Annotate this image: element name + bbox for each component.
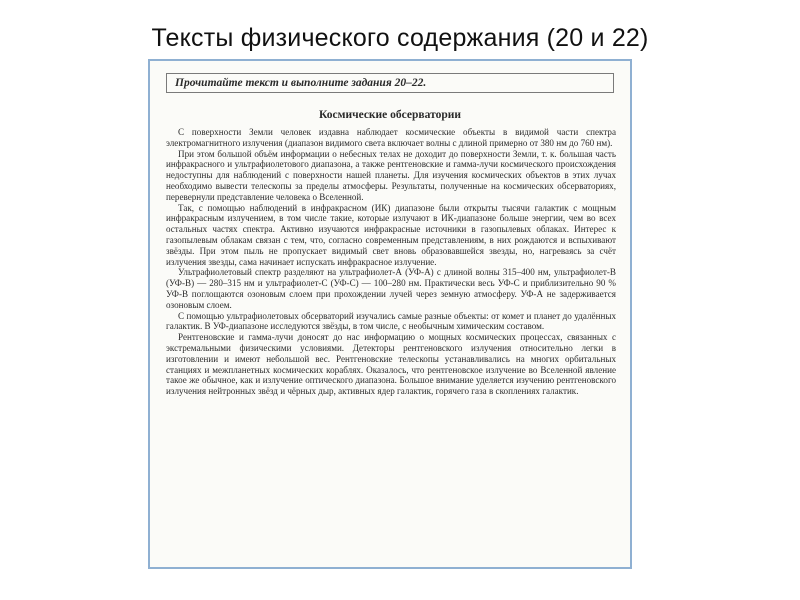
paragraph: Ультрафиолетовый спектр разделяют на ультрафиолет-А (УФ-А) с длиной волны 315–400 нм, ультрафиолет-В (УФ-В) — 280–315 нм и ультрафиолет-С (УФ-С) — 100–280 нм. Практически весь УФ-С и приблизительно 90 % УФ-В поглощаются озоновым слоем при прохождении лучей через земную атмосферу. УФ-А не задерживается озоновым слоем. (166, 267, 616, 310)
slide-title: Тексты физического содержания (20 и 22) (151, 24, 649, 52)
paragraph: С помощью ультрафиолетовых обсерваторий изучались самые разные объекты: от комет и планет до удалённых галактик. В УФ-диапазоне исследуются звёзды, в том числе, с необычным химическим составом. (166, 310, 616, 332)
paragraph: Рентгеновские и гамма-лучи доносят до нас информацию о мощных космических процессах, связанных с экстремальными физическими условиями. Детекторы рентгеновского излучения относительно легки в изготовлении и имеют небольшой вес. Рентгеновские телескопы устанавливались на многих орбитальных станциях и межпланетных космических кораблях. Оказалось, что рентгеновское излучение во Вселенной явление такое же обычное, как и излучение оптического диапазона. Большое внимание уделяется изучению рентгеновского излучения нейтронных звёзд и чёрных дыр, активных ядер галактик, горячего газа в скоплениях галактик. (166, 332, 616, 397)
paragraph: С поверхности Земли человек издавна наблюдает космические объекты в видимой части спектра электромагнитного излучения (диапазон видимого света включает волны с длиной примерно от 380 нм до 760 нм). (166, 127, 616, 148)
article-body (166, 127, 616, 397)
scanned-page (148, 59, 632, 569)
paragraph: При этом большой объём информации о небесных телах не доходит до поверхности Земли, т. к. большая часть инфракрасного и ультрафиолетового диапазона, а также рентгеновские и гамма-лучи космического происхождения недоступны для наблюдений с поверхности нашей планеты. Для изучения космических объектов в этих лучах необходимо вывести телескопы за пределы атмосферы. Результаты, полученные на космических обсерваториях, перевернули представление человека о Вселенной. (166, 148, 616, 202)
instruction-box: Прочитайте текст и выполните задания 20–22. (166, 73, 614, 93)
paragraph: Так, с помощью наблюдений в инфракрасном (ИК) диапазоне были открыты тысячи галактик с мощным инфракрасным излучением, в том числе такие, которые излучают в ИК-диапазоне больше энергии, чем во всех остальных частях спектра. Активно изучаются инфракрасные источники в газопылевых облаках. Интерес к газопылевым облакам связан с тем, что, согласно современным представлениям, в них рождаются и вспыхивают звёзды. При этом пыль не пропускает видимый свет вновь образовавшейся звезды, но, нагреваясь за счёт излучения звезды, сама начинает испускать инфракрасное излучение. (166, 202, 616, 267)
article-heading: Космические обсерватории (319, 109, 461, 121)
